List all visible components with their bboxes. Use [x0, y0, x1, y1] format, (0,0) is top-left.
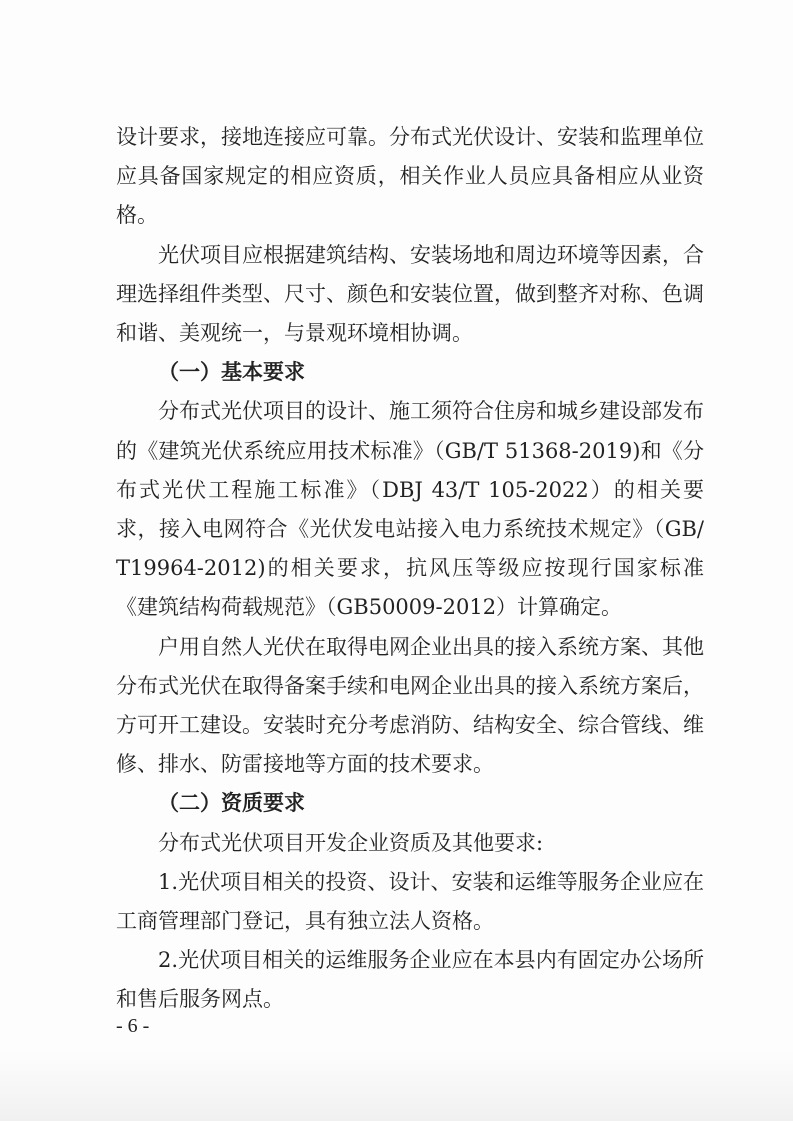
list-item-local-service: 2.光伏项目相关的运维服务企业应在本县内有固定办公场所和售后服务网点。: [116, 948, 704, 1012]
document-body: [116, 118, 704, 1020]
paragraph-standards: 分布式光伏项目的设计、施工须符合住房和城乡建设部发布的《建筑光伏系统应用技术标准》（GB/T 51368-2019)和《分布式光伏工程施工标准》（DBJ 43/T 105-2022）的相关要求，接入电网符合《光伏发电站接入电力系统技术规定》（GB/T19964-2012)的相关要求，抗风压等级应按现行国家标准《建筑结构荷载规范》（GB50009-2012）计算确定。: [116, 399, 704, 620]
paragraph-design-qualification: 设计要求，接地连接应可靠。分布式光伏设计、安装和监理单位应具备国家规定的相应资质，相关作业人员应具备相应从业资格。: [116, 125, 704, 228]
paragraph-enterprise-requirements-intro: 分布式光伏项目开发企业资质及其他要求:: [158, 830, 544, 855]
list-item-registration: 1.光伏项目相关的投资、设计、安装和运维等服务企业应在工商管理部门登记，具有独立法人资格。: [116, 869, 704, 934]
section-heading-qualification-requirements: （二）资质要求: [158, 791, 305, 816]
page-number: - 6 -: [116, 1015, 150, 1037]
scan-shadow: [0, 1051, 793, 1121]
paragraph-construction-conditions: 户用自然人光伏在取得电网企业出具的接入系统方案、其他分布式光伏在取得备案手续和电网企业出具的接入系统方案后，方可开工建设。安装时充分考虑消防、结构安全、综合管线、维修、排水、防雷接地等方面的技术要求。: [116, 634, 704, 777]
paragraph-layout-harmony: 光伏项目应根据建筑结构、安装场地和周边环境等因素，合理选择组件类型、尺寸、颜色和安装位置，做到整齐对称、色调和谐、美观统一，与景观环境相协调。: [116, 242, 704, 346]
section-heading-basic-requirements: （一）基本要求: [158, 360, 305, 385]
